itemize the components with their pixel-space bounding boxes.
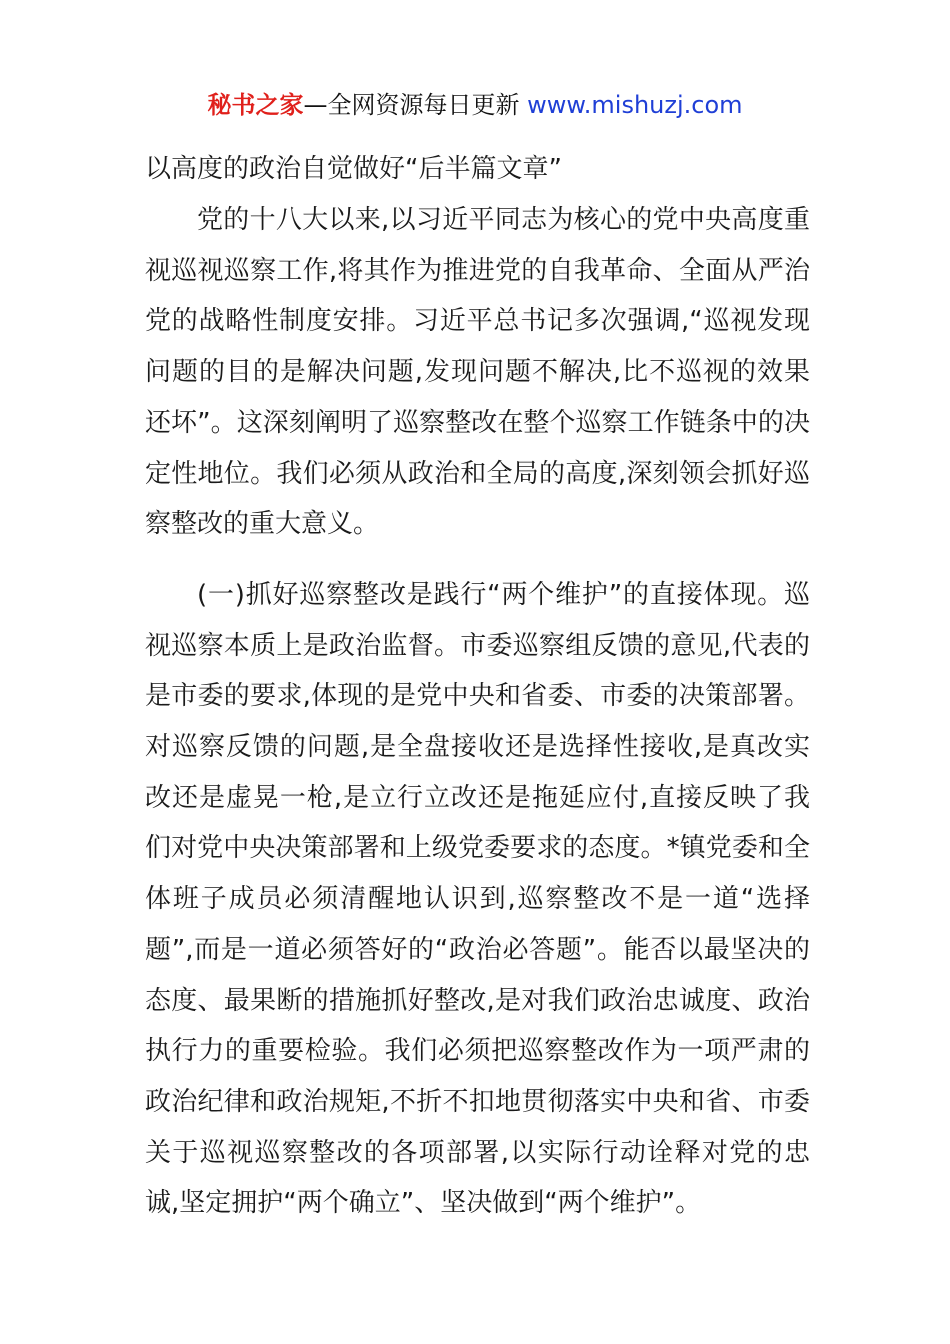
header-tagline: —全网资源每日更新 — [303, 91, 528, 119]
site-url-link[interactable]: www.mishuzj.com — [527, 91, 743, 119]
paragraph-2: (一)抓好巡察整改是践行“两个维护”的直接体现。巡视巡察本质上是政治监督。市委巡察组反馈的意见,代表的是市委的要求,体现的是党中央和省委、市委的决策部署。对巡察反馈的问题,是全盘接收还是选择性接收,是真改实改还是虚晃一枪,是立行立改还是拖延应付,直接反映了我们对党中央决策部署和上级党委要求的态度。*镇党委和全体班子成员必须清醒地认识到,巡察整改不是一道“选择题”,而是一道必须答好的“政治必答题”。能否以最坚决的态度、最果断的措施抓好整改,是对我们政治忠诚度、政治执行力的重要检验。我们必须把巡察整改作为一项严肃的政治纪律和政治规矩,不折不扣地贯彻落实中央和省、市委关于巡视巡察整改的各项部署,以实际行动诠释对党的忠诚,坚定拥护“两个确立”、坚决做到“两个维护”。 — [145, 579, 810, 1219]
paragraph-1: 党的十八大以来,以习近平同志为核心的党中央高度重视巡视巡察工作,将其作为推进党的自我革命、全面从严治党的战略性制度安排。习近平总书记多次强调,“巡视发现问题的目的是解决问题,发现问题不解决,比不巡视的效果还坏”。这深刻阐明了巡察整改在整个巡察工作链条中的决定性地位。我们必须从政治和全局的高度,深刻领会抓好巡察整改的重大意义。 — [145, 205, 810, 540]
site-header — [0, 88, 950, 122]
brand-name: 秘书之家 — [207, 91, 304, 119]
document-body — [145, 145, 810, 1229]
document-title: 以高度的政治自觉做好“后半篇文章” — [145, 154, 562, 184]
